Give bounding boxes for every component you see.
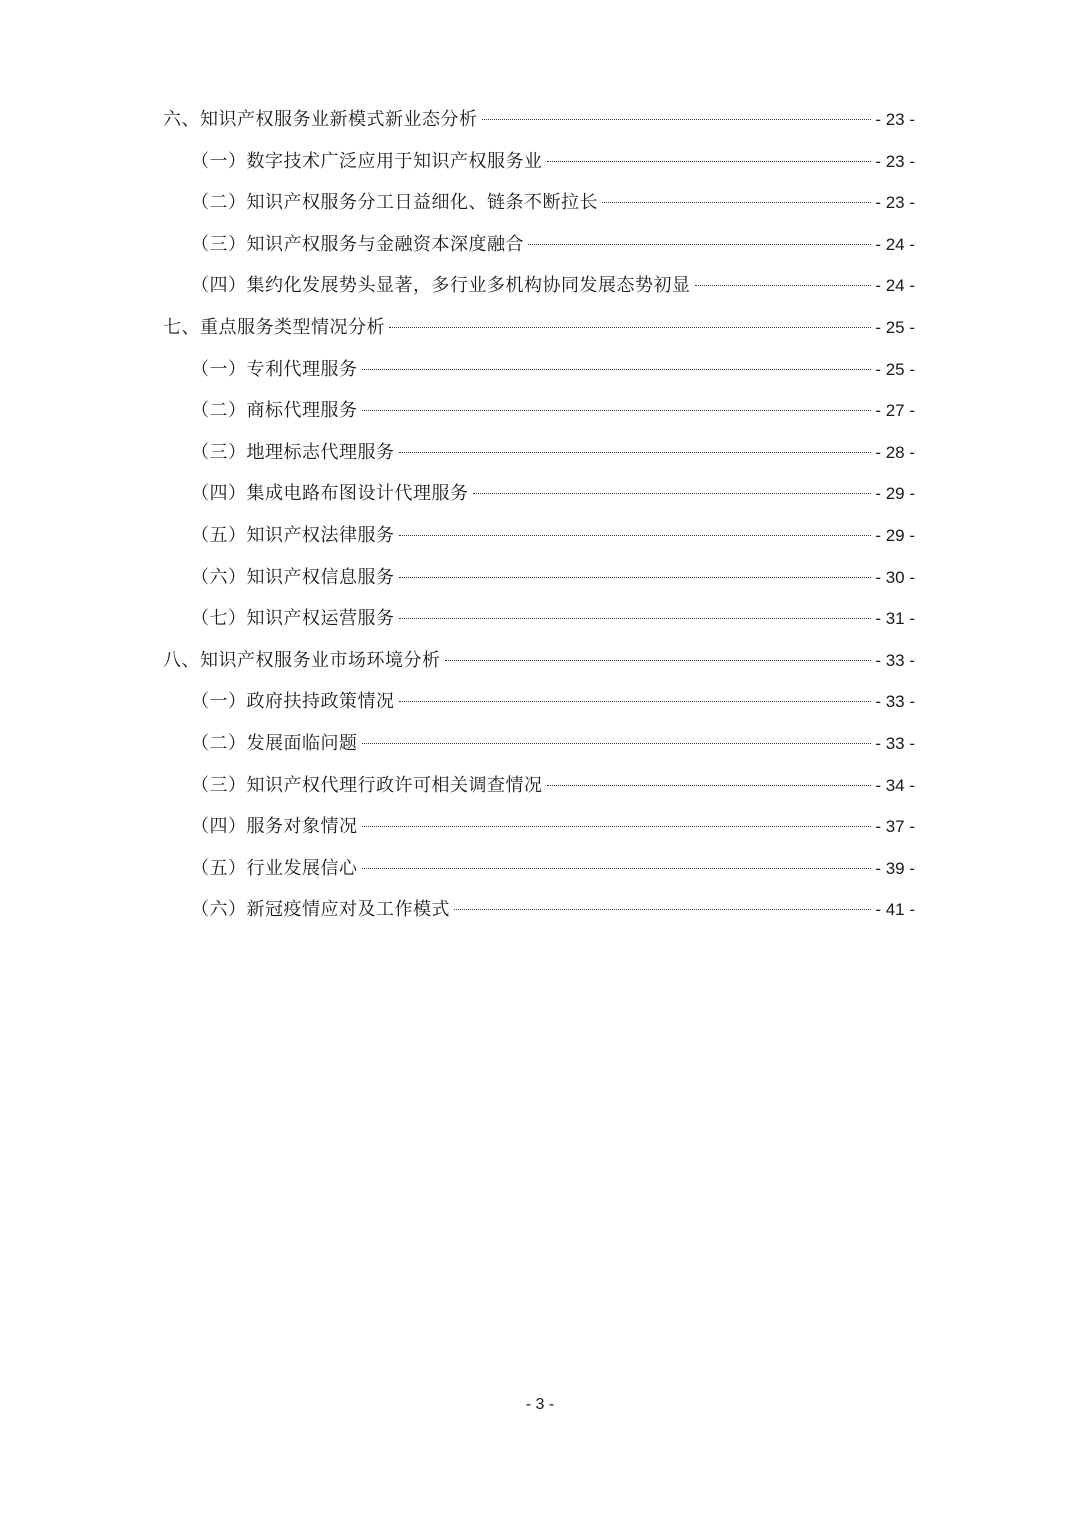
toc-entry-title: 六、知识产权服务业新模式新业态分析 bbox=[163, 109, 478, 130]
toc-entry-page-number: - 37 - bbox=[875, 817, 915, 837]
toc-dot-leader bbox=[547, 784, 872, 786]
toc-subsection-entry[interactable] bbox=[163, 681, 915, 723]
toc-dot-leader bbox=[399, 451, 872, 453]
toc-entry-title: （六）知识产权信息服务 bbox=[191, 566, 395, 588]
toc-subsection-entry[interactable] bbox=[163, 224, 915, 266]
toc-entry-title: （二）商标代理服务 bbox=[191, 400, 358, 422]
toc-section-entry[interactable] bbox=[163, 640, 915, 682]
toc-entry-page-number: - 28 - bbox=[875, 442, 915, 462]
toc-dot-leader bbox=[454, 908, 871, 910]
toc-dot-leader bbox=[362, 825, 872, 827]
toc-entry-page-number: - 24 - bbox=[875, 234, 915, 254]
toc-entry-title: （一）政府扶持政策情况 bbox=[191, 691, 395, 713]
toc-entry-page-number: - 33 - bbox=[875, 733, 915, 753]
toc-subsection-entry[interactable] bbox=[163, 141, 915, 183]
toc-entry-title: （一）数字技术广泛应用于知识产权服务业 bbox=[191, 150, 543, 172]
toc-dot-leader bbox=[399, 576, 872, 578]
toc-subsection-entry[interactable] bbox=[163, 557, 915, 599]
toc-subsection-entry[interactable] bbox=[163, 390, 915, 432]
toc-subsection-entry[interactable] bbox=[163, 806, 915, 848]
toc-dot-leader bbox=[399, 617, 872, 619]
toc-entry-page-number: - 23 - bbox=[875, 193, 915, 213]
toc-entry-title: （三）知识产权代理行政许可相关调查情况 bbox=[191, 774, 543, 796]
toc-subsection-entry[interactable] bbox=[163, 889, 915, 931]
toc-subsection-entry[interactable] bbox=[163, 598, 915, 640]
toc-subsection-entry[interactable] bbox=[163, 473, 915, 515]
toc-subsection-entry[interactable] bbox=[163, 265, 915, 307]
toc-dot-leader bbox=[362, 742, 872, 744]
toc-entry-page-number: - 29 - bbox=[875, 525, 915, 545]
toc-section-entry[interactable] bbox=[163, 307, 915, 349]
toc-dot-leader bbox=[547, 160, 872, 162]
toc-entry-page-number: - 25 - bbox=[875, 317, 915, 337]
toc-dot-leader bbox=[399, 700, 872, 702]
table-of-contents bbox=[163, 99, 915, 931]
toc-entry-title: （四）服务对象情况 bbox=[191, 816, 358, 838]
toc-entry-page-number: - 23 - bbox=[875, 110, 915, 129]
toc-dot-leader bbox=[445, 659, 872, 661]
toc-entry-title: （五）知识产权法律服务 bbox=[191, 524, 395, 546]
toc-entry-title: （一）专利代理服务 bbox=[191, 358, 358, 380]
toc-dot-leader bbox=[482, 118, 872, 120]
toc-subsection-entry[interactable] bbox=[163, 515, 915, 557]
toc-dot-leader bbox=[362, 409, 872, 411]
toc-entry-page-number: - 41 - bbox=[875, 900, 915, 920]
toc-entry-page-number: - 27 - bbox=[875, 401, 915, 421]
toc-entry-page-number: - 39 - bbox=[875, 858, 915, 878]
page-number: - 3 - bbox=[525, 1396, 555, 1413]
toc-subsection-entry[interactable] bbox=[163, 765, 915, 807]
toc-subsection-entry[interactable] bbox=[163, 349, 915, 391]
toc-entry-title: （四）集成电路布图设计代理服务 bbox=[191, 483, 469, 505]
toc-dot-leader bbox=[362, 867, 872, 869]
toc-entry-page-number: - 23 - bbox=[875, 151, 915, 171]
toc-entry-title: （二）知识产权服务分工日益细化、链条不断拉长 bbox=[191, 192, 598, 214]
toc-subsection-entry[interactable] bbox=[163, 182, 915, 224]
toc-entry-title: （三）知识产权服务与金融资本深度融合 bbox=[191, 233, 524, 255]
toc-entry-page-number: - 30 - bbox=[875, 567, 915, 587]
toc-entry-title: （四）集约化发展势头显著，多行业多机构协同发展态势初显 bbox=[191, 275, 691, 297]
toc-entry-title: 八、知识产权服务业市场环境分析 bbox=[163, 649, 441, 671]
toc-dot-leader bbox=[695, 284, 872, 286]
toc-dot-leader bbox=[389, 326, 871, 328]
toc-entry-page-number: - 33 - bbox=[875, 692, 915, 712]
toc-subsection-entry[interactable] bbox=[163, 723, 915, 765]
toc-section-entry[interactable] bbox=[163, 99, 915, 141]
toc-entry-page-number: - 29 - bbox=[875, 484, 915, 504]
toc-entry-title: 七、重点服务类型情况分析 bbox=[163, 316, 385, 338]
toc-entry-title: （二）发展面临问题 bbox=[191, 732, 358, 754]
toc-dot-leader bbox=[399, 534, 872, 536]
toc-entry-title: （五）行业发展信心 bbox=[191, 857, 358, 879]
toc-entry-page-number: - 34 - bbox=[875, 775, 915, 795]
toc-dot-leader bbox=[602, 201, 871, 203]
toc-dot-leader bbox=[528, 243, 871, 245]
toc-entry-page-number: - 24 - bbox=[875, 276, 915, 296]
toc-dot-leader bbox=[362, 368, 872, 370]
toc-subsection-entry[interactable] bbox=[163, 848, 915, 890]
toc-entry-title: （六）新冠疫情应对及工作模式 bbox=[191, 899, 450, 921]
toc-subsection-entry[interactable] bbox=[163, 432, 915, 474]
toc-entry-page-number: - 25 - bbox=[875, 359, 915, 379]
toc-entry-title: （三）地理标志代理服务 bbox=[191, 441, 395, 463]
toc-entry-page-number: - 31 - bbox=[875, 609, 915, 629]
toc-dot-leader bbox=[473, 492, 872, 494]
toc-entry-title: （七）知识产权运营服务 bbox=[191, 608, 395, 630]
toc-entry-page-number: - 33 - bbox=[875, 650, 915, 670]
